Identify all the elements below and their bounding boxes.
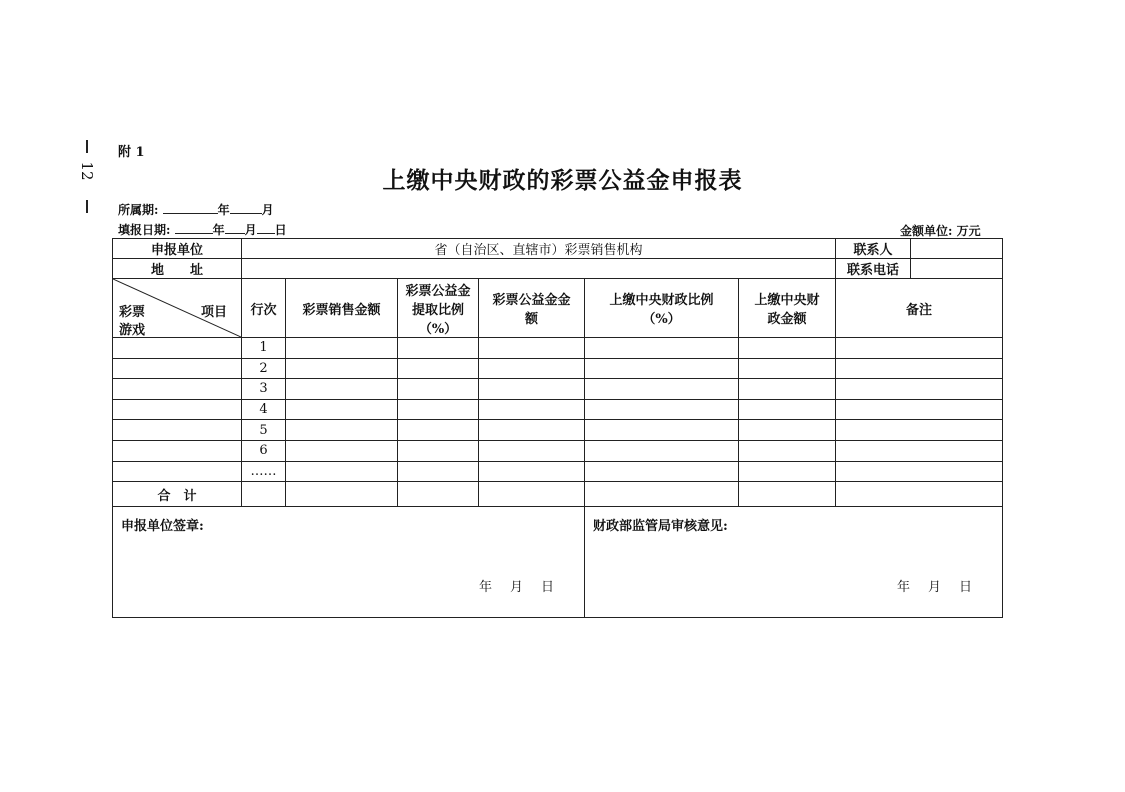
data-cell[interactable] — [286, 358, 398, 379]
period-line — [118, 201, 274, 218]
data-cell[interactable] — [585, 338, 739, 359]
table-row — [113, 358, 1003, 379]
fill-date-label: 填报日期: — [118, 223, 171, 237]
data-cell[interactable] — [479, 420, 585, 441]
total-label: 合 计 — [113, 482, 242, 507]
row-number: 5 — [242, 420, 286, 441]
data-cell[interactable] — [286, 379, 398, 400]
remark-cell[interactable] — [836, 358, 1003, 379]
table-row — [113, 461, 1003, 482]
data-cell[interactable] — [398, 338, 479, 359]
period-month-blank[interactable] — [230, 202, 262, 214]
game-cell[interactable] — [113, 440, 242, 461]
address-label: 地 址 — [113, 259, 242, 279]
data-cell[interactable] — [739, 461, 836, 482]
data-cell[interactable] — [585, 358, 739, 379]
remark-cell[interactable] — [836, 461, 1003, 482]
diag-game-label-1: 彩票 — [119, 305, 146, 320]
data-cell[interactable] — [739, 379, 836, 400]
data-cell[interactable] — [585, 399, 739, 420]
total-cell[interactable] — [242, 482, 286, 507]
data-cell[interactable] — [479, 379, 585, 400]
data-cell[interactable] — [286, 338, 398, 359]
attachment-label: 附 1 — [118, 145, 145, 160]
declarant-signature-box[interactable] — [113, 507, 585, 618]
table-row — [113, 420, 1003, 441]
row-number: 6 — [242, 440, 286, 461]
address-value-cell[interactable] — [242, 259, 836, 279]
data-cell[interactable] — [398, 461, 479, 482]
fill-year-blank[interactable] — [175, 222, 213, 234]
row-number: …… — [242, 461, 286, 482]
period-label: 所属期: — [118, 203, 159, 217]
data-cell[interactable] — [286, 399, 398, 420]
data-cell[interactable] — [479, 440, 585, 461]
data-cell[interactable] — [739, 440, 836, 461]
data-cell[interactable] — [739, 358, 836, 379]
row-number: 3 — [242, 379, 286, 400]
declarant-signature-label: 申报单位签章: — [121, 519, 204, 535]
total-row — [113, 482, 1003, 507]
period-year-text: 年 — [217, 203, 230, 217]
data-cell[interactable] — [739, 338, 836, 359]
fill-date-line — [118, 221, 287, 238]
remark-cell[interactable] — [836, 338, 1003, 359]
report-table — [112, 238, 1003, 618]
total-cell[interactable] — [479, 482, 585, 507]
phone-label: 联系电话 — [836, 259, 911, 279]
data-cell[interactable] — [286, 420, 398, 441]
col-header-extract-ratio: 彩票公益金提取比例（%） — [398, 279, 479, 338]
diagonal-header-cell — [113, 279, 242, 338]
data-cell[interactable] — [585, 379, 739, 400]
data-cell[interactable] — [398, 440, 479, 461]
col-header-row-no: 行次 — [242, 279, 286, 338]
col-header-remarks: 备注 — [836, 279, 1003, 338]
phone-value-cell[interactable] — [911, 259, 1003, 279]
game-cell[interactable] — [113, 461, 242, 482]
data-cell[interactable] — [479, 399, 585, 420]
data-cell[interactable] — [585, 420, 739, 441]
amount-unit: 金额单位: 万元 — [900, 224, 981, 238]
data-cell[interactable] — [479, 358, 585, 379]
form-title: 上缴中央财政的彩票公益金申报表 — [382, 167, 743, 194]
table-row — [113, 379, 1003, 400]
margin-dash-bottom — [86, 200, 88, 213]
fill-day-text: 日 — [274, 223, 287, 237]
total-cell[interactable] — [836, 482, 1003, 507]
col-header-fund-amount: 彩票公益金金额 — [479, 279, 585, 338]
data-cell[interactable] — [739, 399, 836, 420]
col-header-central-amount: 上缴中央财政金额 — [739, 279, 836, 338]
remark-cell[interactable] — [836, 399, 1003, 420]
fill-year-text: 年 — [212, 223, 225, 237]
row-number: 1 — [242, 338, 286, 359]
game-cell[interactable] — [113, 358, 242, 379]
total-cell[interactable] — [286, 482, 398, 507]
game-cell[interactable] — [113, 399, 242, 420]
data-cell[interactable] — [585, 461, 739, 482]
row-number: 4 — [242, 399, 286, 420]
fill-day-blank[interactable] — [257, 222, 275, 234]
diag-item-label: 项目 — [200, 305, 227, 320]
total-cell[interactable] — [585, 482, 739, 507]
col-header-sales: 彩票销售金额 — [286, 279, 398, 338]
data-cell[interactable] — [585, 440, 739, 461]
data-cell[interactable] — [398, 358, 479, 379]
table-row — [113, 338, 1003, 359]
game-cell[interactable] — [113, 420, 242, 441]
review-date: 年月日 — [897, 580, 991, 596]
org-text: 省（自治区、直辖市）彩票销售机构 — [242, 239, 836, 259]
period-month-text: 月 — [261, 203, 274, 217]
col-header-central-ratio: 上缴中央财政比例（%） — [585, 279, 739, 338]
contact-value-cell[interactable] — [911, 239, 1003, 259]
table-row — [113, 440, 1003, 461]
row-number: 2 — [242, 358, 286, 379]
review-opinion-box[interactable] — [585, 507, 1003, 618]
fill-month-text: 月 — [244, 223, 257, 237]
data-cell[interactable] — [398, 420, 479, 441]
margin-dash-top — [86, 140, 88, 153]
data-cell[interactable] — [739, 420, 836, 441]
remark-cell[interactable] — [836, 440, 1003, 461]
data-cell[interactable] — [398, 379, 479, 400]
game-cell[interactable] — [113, 338, 242, 359]
page-number: 12 — [78, 161, 96, 181]
data-cell[interactable] — [479, 461, 585, 482]
data-cell[interactable] — [286, 461, 398, 482]
remark-cell[interactable] — [836, 379, 1003, 400]
fill-month-blank[interactable] — [225, 222, 245, 234]
remark-cell[interactable] — [836, 420, 1003, 441]
diag-game-label-2: 游戏 — [119, 323, 146, 338]
period-year-blank[interactable] — [163, 202, 218, 214]
table-row — [113, 399, 1003, 420]
total-cell[interactable] — [398, 482, 479, 507]
data-cell[interactable] — [286, 440, 398, 461]
declarant-date: 年月日 — [478, 580, 572, 596]
game-cell[interactable] — [113, 379, 242, 400]
data-cell[interactable] — [398, 399, 479, 420]
declare-unit-label: 申报单位 — [113, 239, 242, 259]
total-cell[interactable] — [739, 482, 836, 507]
data-cell[interactable] — [479, 338, 585, 359]
review-opinion-label: 财政部监管局审核意见: — [593, 519, 728, 535]
contact-label: 联系人 — [836, 239, 911, 259]
